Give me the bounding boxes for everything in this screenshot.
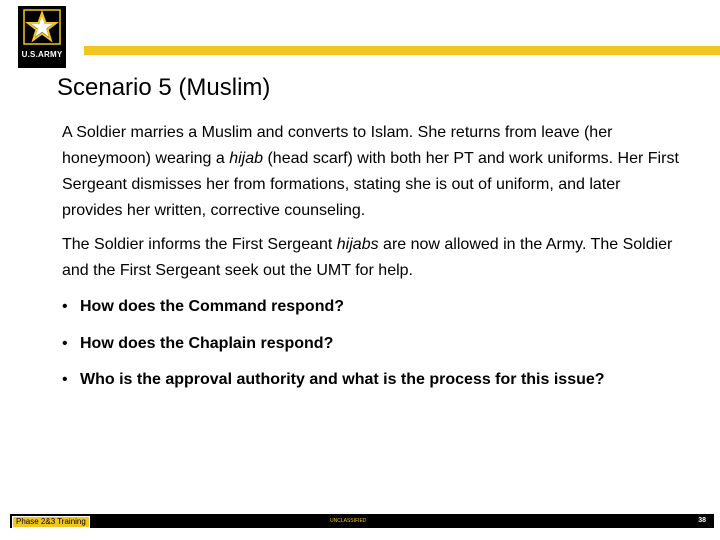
slide-title: Scenario 5 (Muslim) [57, 74, 271, 101]
page-number: 38 [698, 517, 706, 524]
bullet-text: How does the Chaplain respond? [80, 335, 334, 352]
logo-text: U.S.ARMY [21, 50, 63, 59]
paragraph-2-text-a: The Soldier informs the First Sergeant [62, 236, 337, 253]
bullet-marker: • [62, 371, 68, 388]
us-army-logo [18, 6, 66, 68]
paragraph-1-text-a: A Soldier marries a Muslim and converts to Islam. She returns from leave (her honeymoon) wearing a [62, 124, 613, 167]
header-gold-bar [84, 46, 720, 55]
bullet-item [62, 371, 605, 389]
bullet-item [62, 298, 344, 316]
paragraph-2-emphasis: hijabs [336, 236, 379, 253]
bullet-marker: • [62, 298, 68, 315]
paragraph-1-text-b: (head scarf) with both her PT and work uniforms. Her First Sergeant dismisses her from formations, stating she is out of uniform, and later provides her written, corrective counseling. [62, 150, 679, 219]
scenario-paragraph-2 [62, 232, 682, 284]
footer-bar [10, 514, 714, 528]
bullet-marker: • [62, 335, 68, 352]
paragraph-1-emphasis: hijab [229, 150, 264, 167]
paragraph-2-text-b: are now allowed in the Army. The Soldier and the First Sergeant seek out the UMT for help. [62, 236, 673, 279]
scenario-paragraph-1 [62, 120, 682, 224]
classification-marking: UNCLASSIFIED [330, 518, 367, 524]
bullet-text: Who is the approval authority and what is the process for this issue? [80, 371, 605, 388]
training-phase-label: Phase 2&3 Training [12, 516, 90, 528]
army-star-icon [23, 9, 61, 45]
bullet-text: How does the Command respond? [80, 298, 345, 315]
bullet-item [62, 335, 333, 353]
